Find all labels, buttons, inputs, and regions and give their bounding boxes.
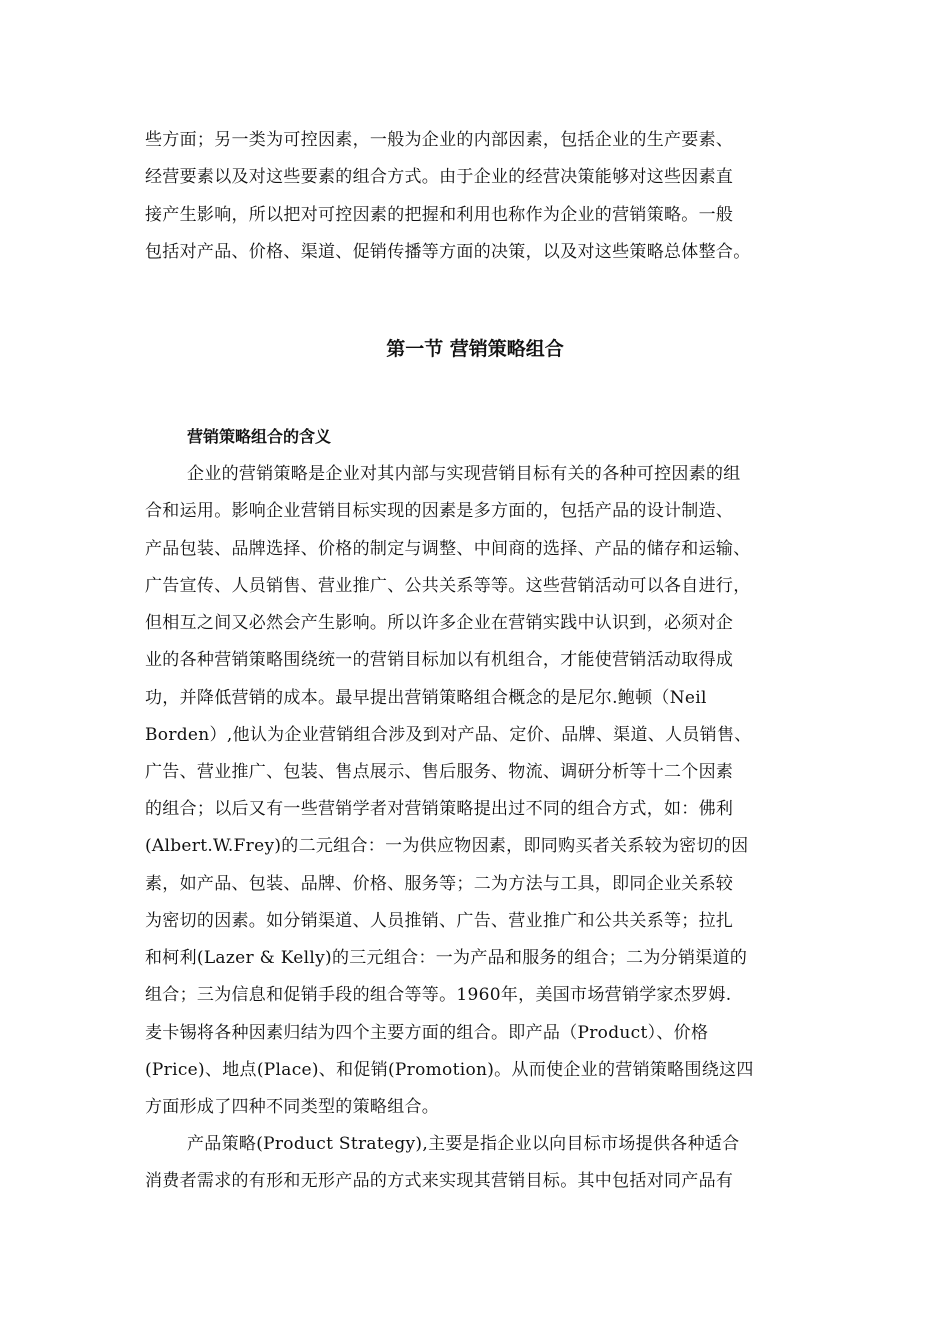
body-line: 方面形成了四种不同类型的策略组合。	[145, 1097, 440, 1117]
body-line: 广告宣传、人员销售、营业推广、公共关系等等。这些营销活动可以各自进行，	[145, 576, 751, 596]
product-line: 消费者需求的有形和无形产品的方式来实现其营销目标。其中包括对同产品有	[145, 1171, 734, 1191]
body-line: Borden）,他认为企业营销组合涉及到对产品、定价、品牌、渠道、人员销售、	[145, 725, 752, 745]
intro-line: 经营要素以及对这些要素的组合方式。由于企业的经营决策能够对这些因素直	[145, 167, 734, 187]
body-line: 功，并降低营销的成本。最早提出营销策略组合概念的是尼尔.鲍顿（Neil	[145, 688, 707, 708]
body-line: (Albert.W.Frey)的二元组合：一为供应物因素，即同购买者关系较为密切的因	[145, 836, 749, 856]
body-line: (Price)、地点(Place)、和促销(Promotion)。从而使企业的营销策略围绕这四	[145, 1060, 754, 1080]
body-line: 但相互之间又必然会产生影响。所以许多企业在营销实践中认识到，必须对企	[145, 613, 734, 633]
intro-line: 接产生影响，所以把对可控因素的把握和利用也称作为企业的营销策略。一般	[145, 205, 734, 225]
body-line: 企业的营销策略是企业对其内部与实现营销目标有关的各种可控因素的组	[187, 464, 741, 484]
section-title: 第一节 营销策略组合	[386, 338, 564, 360]
body-line: 业的各种营销策略围绕统一的营销目标加以有机组合，才能使营销活动取得成	[145, 650, 734, 670]
body-line: 的组合；以后又有一些营销学者对营销策略提出过不同的组合方式，如：佛利	[145, 799, 734, 819]
body-line: 产品包装、品牌选择、价格的制定与调整、中间商的选择、产品的储存和运输、	[145, 539, 751, 559]
subheading: 营销策略组合的含义	[187, 427, 332, 446]
intro-line: 包括对产品、价格、渠道、促销传播等方面的决策，以及对这些策略总体整合。	[145, 242, 751, 262]
body-line: 组合；三为信息和促销手段的组合等等。1960年，美国市场营销学家杰罗姆.	[145, 985, 732, 1005]
body-line: 合和运用。影响企业营销目标实现的因素是多方面的，包括产品的设计制造、	[145, 501, 734, 521]
body-line: 广告、营业推广、包装、售点展示、售后服务、物流、调研分析等十二个因素	[145, 762, 734, 782]
body-line: 和柯利(Lazer & Kelly)的三元组合：一为产品和服务的组合；二为分销渠道的	[145, 948, 748, 968]
body-line: 麦卡锡将各种因素归结为四个主要方面的组合。即产品（Product）、价格	[145, 1023, 709, 1043]
body-line: 素，如产品、包装、品牌、价格、服务等；二为方法与工具，即同企业关系较	[145, 874, 734, 894]
body-line: 为密切的因素。如分销渠道、人员推销、广告、营业推广和公共关系等；拉扎	[145, 911, 734, 931]
product-line: 产品策略(Product Strategy),主要是指企业以向目标市场提供各种适合	[187, 1134, 740, 1154]
intro-line: 些方面；另一类为可控因素，一般为企业的内部因素，包括企业的生产要素、	[145, 130, 734, 150]
